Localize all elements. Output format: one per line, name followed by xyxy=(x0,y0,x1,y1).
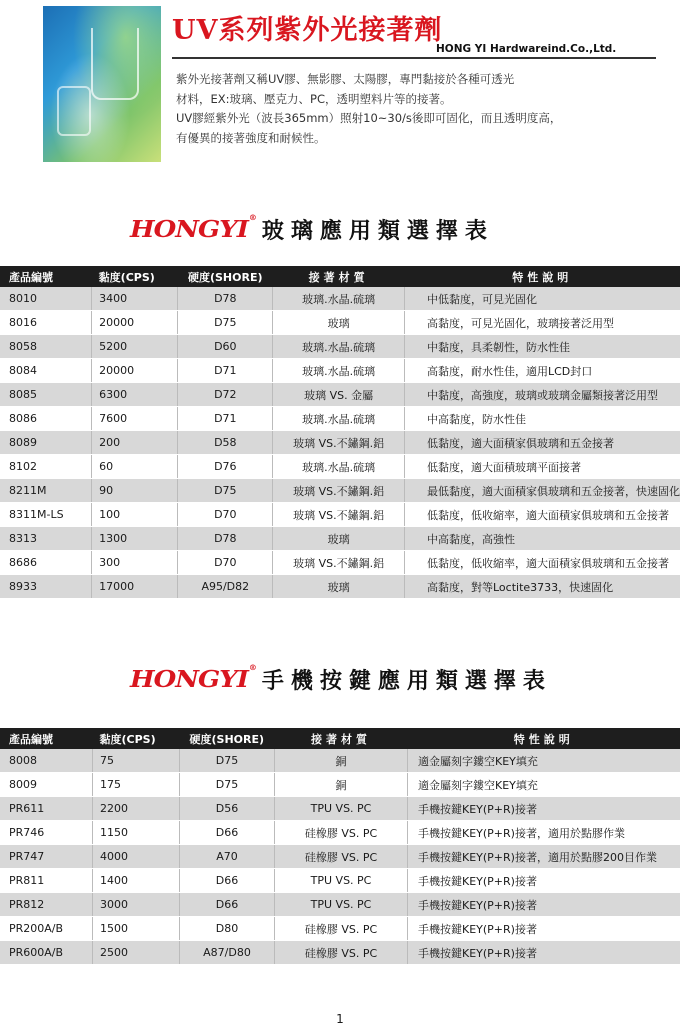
cell-hardness: D70 xyxy=(178,551,273,575)
cell-description: 手機按鍵KEY(P+R)接著 xyxy=(408,917,680,941)
cell-viscosity: 75 xyxy=(93,749,180,773)
cell-hardness: D66 xyxy=(180,869,275,893)
cell-product-code: 8089 xyxy=(0,431,92,455)
col-header-hardness: 硬度(SHORE) xyxy=(180,728,275,749)
section-heading-keypad xyxy=(130,664,552,695)
cell-description: 中黏度，具柔韌性，防水性佳 xyxy=(405,335,680,359)
cell-product-code: 8686 xyxy=(0,551,92,575)
beaker-graphic xyxy=(91,28,139,100)
cell-hardness: A70 xyxy=(180,845,275,869)
cell-product-code: PR747 xyxy=(0,845,93,869)
cell-viscosity: 3400 xyxy=(92,287,178,311)
cell-material: 玻璃 VS.不鏽鋼.鋁 xyxy=(273,431,405,455)
cell-hardness: D71 xyxy=(178,407,273,431)
table-row xyxy=(0,551,680,575)
cell-material: 銅 xyxy=(275,749,408,773)
cell-viscosity: 20000 xyxy=(92,359,178,383)
cell-description: 低黏度，適大面積玻璃平面接著 xyxy=(405,455,680,479)
cell-hardness: D70 xyxy=(178,503,273,527)
cell-material: 硅橡膠 VS. PC xyxy=(275,821,408,845)
table-row xyxy=(0,383,680,407)
cell-hardness: D78 xyxy=(178,287,273,311)
table-row xyxy=(0,941,680,965)
cell-product-code: PR812 xyxy=(0,893,93,917)
keypad-selection-table xyxy=(0,728,680,965)
cell-viscosity: 17000 xyxy=(92,575,178,599)
section-title: 玻璃應用類選擇表 xyxy=(261,219,494,244)
cell-material: 硅橡膠 VS. PC xyxy=(275,917,408,941)
intro-text xyxy=(176,70,646,148)
glass-selection-table xyxy=(0,266,680,599)
intro-line: 紫外光接著劑又稱UV膠、無影膠、太陽膠，專門黏接於各種可透光 xyxy=(176,72,515,86)
cell-material: 玻璃.水晶.硫璃 xyxy=(273,455,405,479)
cell-viscosity: 4000 xyxy=(93,845,180,869)
cell-material: 玻璃 VS.不鏽鋼.鋁 xyxy=(273,551,405,575)
table-row xyxy=(0,845,680,869)
page-number: 1 xyxy=(336,1012,344,1026)
cell-description: 低黏度，低收縮率，適大面積家俱玻璃和五金接著 xyxy=(405,503,680,527)
cell-product-code: 8211M xyxy=(0,479,92,503)
intro-line: UV膠經紫外光（波長365mm）照射10~30/s後即可固化，而且透明度高， xyxy=(176,111,562,125)
cell-material: 玻璃 VS. 金屬 xyxy=(273,383,405,407)
cell-hardness: D75 xyxy=(178,479,273,503)
cell-description: 手機按鍵KEY(P+R)接著 xyxy=(408,869,680,893)
cell-viscosity: 90 xyxy=(92,479,178,503)
cell-material: 玻璃.水晶.硫璃 xyxy=(273,407,405,431)
cell-product-code: 8311M-LS xyxy=(0,503,92,527)
col-header-product-code: 產品編號 xyxy=(0,266,92,287)
cell-material: 玻璃.水晶.硫璃 xyxy=(273,359,405,383)
cell-description: 低黏度，低收縮率，適大面積家俱玻璃和五金接著 xyxy=(405,551,680,575)
cell-hardness: D75 xyxy=(178,311,273,335)
cell-viscosity: 7600 xyxy=(92,407,178,431)
cell-description: 手機按鍵KEY(P+R)接著，適用於點膠200目作業 xyxy=(408,845,680,869)
cell-product-code: PR200A/B xyxy=(0,917,93,941)
table-row xyxy=(0,407,680,431)
cell-hardness: D60 xyxy=(178,335,273,359)
cell-material: 玻璃.水晶.硫璃 xyxy=(273,287,405,311)
table-row xyxy=(0,359,680,383)
cell-viscosity: 60 xyxy=(92,455,178,479)
col-header-description: 特性說明 xyxy=(408,728,680,749)
cell-viscosity: 300 xyxy=(92,551,178,575)
intro-line: 材料，EX:玻璃、壓克力、PC，透明塑料片等的接著。 xyxy=(176,91,452,106)
col-header-viscosity: 黏度(CPS) xyxy=(92,266,178,287)
cell-description: 高黏度，對等Loctite3733，快速固化 xyxy=(405,575,680,599)
cell-description: 手機按鍵KEY(P+R)接著 xyxy=(408,893,680,917)
cell-viscosity: 175 xyxy=(93,773,180,797)
cell-product-code: 8058 xyxy=(0,335,92,359)
cell-viscosity: 1150 xyxy=(93,821,180,845)
cell-material: 玻璃 xyxy=(273,311,405,335)
cell-hardness: D72 xyxy=(178,383,273,407)
cell-viscosity: 1500 xyxy=(93,917,180,941)
cell-product-code: 8008 xyxy=(0,749,93,773)
cell-viscosity: 1400 xyxy=(93,869,180,893)
cell-product-code: PR611 xyxy=(0,797,93,821)
cell-hardness: D78 xyxy=(178,527,273,551)
table-row xyxy=(0,917,680,941)
cell-product-code: 8009 xyxy=(0,773,93,797)
table-row xyxy=(0,797,680,821)
col-header-product-code: 產品編號 xyxy=(0,728,93,749)
cell-product-code: 8086 xyxy=(0,407,92,431)
cell-viscosity: 2500 xyxy=(93,941,180,965)
section-title: 手機按鍵應用類選擇表 xyxy=(261,669,552,694)
table-row xyxy=(0,431,680,455)
cell-description: 中高黏度，高強性 xyxy=(405,527,680,551)
cell-viscosity: 5200 xyxy=(92,335,178,359)
cell-material: 玻璃.水晶.硫璃 xyxy=(273,335,405,359)
cell-description: 適金屬刻字鏤空KEY填充 xyxy=(408,749,680,773)
cell-hardness: D56 xyxy=(180,797,275,821)
table-row xyxy=(0,455,680,479)
cell-hardness: A95/D82 xyxy=(178,575,273,599)
intro-line: 有優異的接著強度和耐候性。 xyxy=(176,130,326,145)
cell-material: 玻璃 xyxy=(273,527,405,551)
table-header-row xyxy=(0,266,680,287)
cell-material: TPU VS. PC xyxy=(275,869,408,893)
flask-graphic xyxy=(57,86,91,136)
cell-viscosity: 20000 xyxy=(92,311,178,335)
header-divider xyxy=(172,57,656,59)
cell-description: 高黏度，可見光固化，玻璃接著泛用型 xyxy=(405,311,680,335)
cell-description: 手機按鍵KEY(P+R)接著 xyxy=(408,941,680,965)
table-row xyxy=(0,287,680,311)
table-row xyxy=(0,893,680,917)
table-row xyxy=(0,575,680,599)
cell-description: 適金屬刻字鏤空KEY填充 xyxy=(408,773,680,797)
cell-viscosity: 200 xyxy=(92,431,178,455)
cell-material: 玻璃 xyxy=(273,575,405,599)
cell-product-code: 8102 xyxy=(0,455,92,479)
cell-viscosity: 1300 xyxy=(92,527,178,551)
table-row xyxy=(0,527,680,551)
col-header-viscosity: 黏度(CPS) xyxy=(93,728,180,749)
table-row xyxy=(0,311,680,335)
cell-material: 銅 xyxy=(275,773,408,797)
hero-product-image xyxy=(43,6,161,162)
table-row xyxy=(0,335,680,359)
cell-hardness: D66 xyxy=(180,893,275,917)
table-header-row xyxy=(0,728,680,749)
cell-product-code: 8016 xyxy=(0,311,92,335)
cell-material: 玻璃 VS.不鏽鋼.鋁 xyxy=(273,479,405,503)
table-row xyxy=(0,749,680,773)
col-header-material: 接著材質 xyxy=(273,266,405,287)
cell-product-code: 8085 xyxy=(0,383,92,407)
table-row xyxy=(0,503,680,527)
cell-material: 玻璃 VS.不鏽鋼.鋁 xyxy=(273,503,405,527)
col-header-hardness: 硬度(SHORE) xyxy=(178,266,273,287)
cell-viscosity: 100 xyxy=(92,503,178,527)
table-row xyxy=(0,479,680,503)
cell-product-code: PR811 xyxy=(0,869,93,893)
cell-description: 高黏度，耐水性佳，適用LCD封口 xyxy=(405,359,680,383)
table-row xyxy=(0,821,680,845)
hongyi-logo: HONGYI ® xyxy=(130,212,256,243)
cell-description: 最低黏度，適大面積家俱玻璃和五金接著，快速固化 xyxy=(405,479,680,503)
cell-material: 硅橡膠 VS. PC xyxy=(275,941,408,965)
cell-hardness: D75 xyxy=(180,749,275,773)
cell-description: 中低黏度，可見光固化 xyxy=(405,287,680,311)
cell-hardness: D66 xyxy=(180,821,275,845)
company-name: HONG YI Hardwareind.Co.,Ltd. xyxy=(436,43,617,55)
cell-hardness: D76 xyxy=(178,455,273,479)
col-header-description: 特性說明 xyxy=(405,266,680,287)
hongyi-logo: HONGYI ® xyxy=(130,662,256,693)
cell-hardness: D58 xyxy=(178,431,273,455)
cell-viscosity: 6300 xyxy=(92,383,178,407)
cell-material: 硅橡膠 VS. PC xyxy=(275,845,408,869)
cell-hardness: A87/D80 xyxy=(180,941,275,965)
table-row xyxy=(0,773,680,797)
cell-material: TPU VS. PC xyxy=(275,893,408,917)
table-row xyxy=(0,869,680,893)
cell-description: 手機按鍵KEY(P+R)接著，適用於點膠作業 xyxy=(408,821,680,845)
cell-material: TPU VS. PC xyxy=(275,797,408,821)
cell-product-code: 8933 xyxy=(0,575,92,599)
cell-description: 中黏度，高強度，玻璃或玻璃金屬類接著泛用型 xyxy=(405,383,680,407)
cell-hardness: D80 xyxy=(180,917,275,941)
cell-viscosity: 2200 xyxy=(93,797,180,821)
col-header-material: 接著材質 xyxy=(275,728,408,749)
cell-hardness: D71 xyxy=(178,359,273,383)
cell-description: 手機按鍵KEY(P+R)接著 xyxy=(408,797,680,821)
cell-product-code: 8010 xyxy=(0,287,92,311)
section-heading-glass xyxy=(130,214,494,245)
cell-product-code: 8084 xyxy=(0,359,92,383)
cell-product-code: PR600A/B xyxy=(0,941,93,965)
cell-hardness: D75 xyxy=(180,773,275,797)
page-title: UV系列紫外光接著劑 xyxy=(172,15,443,46)
cell-description: 低黏度，適大面積家俱玻璃和五金接著 xyxy=(405,431,680,455)
cell-viscosity: 3000 xyxy=(93,893,180,917)
cell-description: 中高黏度，防水性佳 xyxy=(405,407,680,431)
cell-product-code: 8313 xyxy=(0,527,92,551)
cell-product-code: PR746 xyxy=(0,821,93,845)
